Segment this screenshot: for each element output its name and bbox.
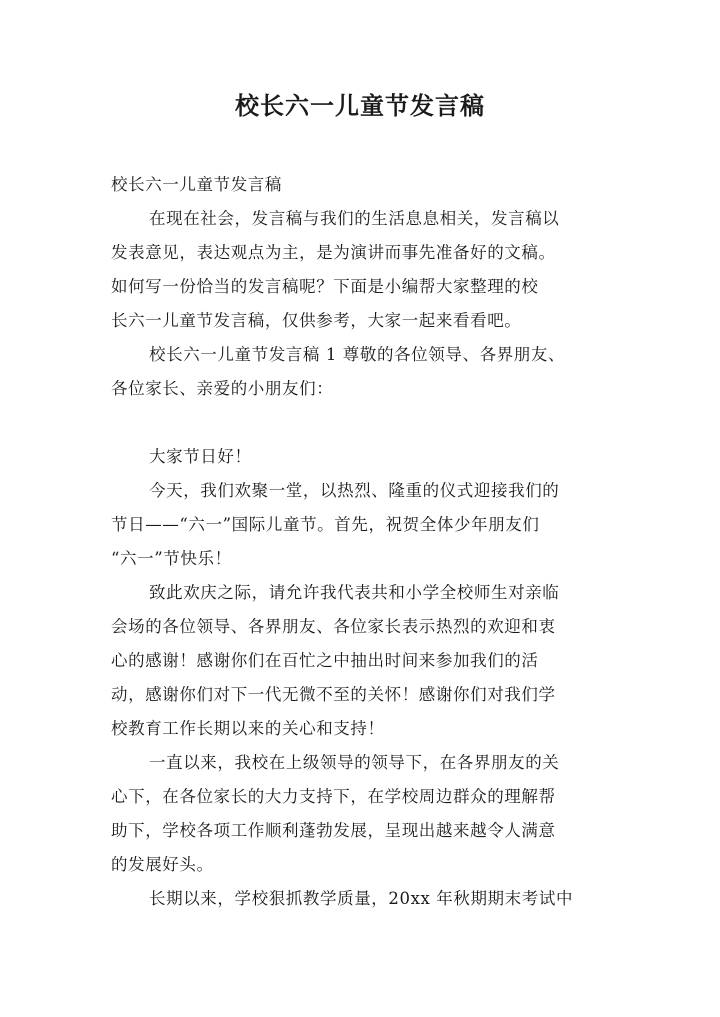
paragraph-gap [111, 406, 611, 440]
subtitle-line: 校长六一儿童节发言稿 [111, 175, 282, 194]
paragraph-line: 大家节日好！ [149, 447, 252, 466]
paragraph-line: 致此欢庆之际，请允许我代表共和小学全校师生对亲临 [149, 583, 560, 602]
paragraph-line: 心下，在各位家长的大力支持下，在学校周边群众的理解帮 [111, 787, 556, 806]
document-title: 校长六一儿童节发言稿 [235, 91, 485, 120]
paragraph-line: 助下，学校各项工作顺利蓬勃发展，呈现出越来越令人满意 [111, 821, 556, 840]
paragraph-line: 发表意见，表达观点为主，是为演讲而事先准备好的文稿。 [111, 243, 556, 262]
paragraph-line: 会场的各位领导、各界朋友、各位家长表示热烈的欢迎和衷 [111, 617, 556, 636]
document-body [111, 168, 611, 916]
paragraph-line: 节日——“六一”国际儿童节。首先，祝贺全体少年朋友们 [111, 515, 540, 534]
paragraph-line: 长期以来，学校狠抓教学质量，20xx 年秋期期末考试中 [149, 889, 574, 908]
paragraph-line: 动，感谢你们对下一代无微不至的关怀！感谢你们对我们学 [111, 685, 556, 704]
paragraph-line: 校教育工作长期以来的关心和支持！ [111, 719, 385, 738]
paragraph-line: 心的感谢！感谢你们在百忙之中抽出时间来参加我们的活 [111, 651, 539, 670]
paragraph-line: “六一”节快乐！ [111, 549, 232, 568]
paragraph-line: 各位家长、亲爱的小朋友们： [111, 379, 334, 398]
paragraph-line: 校长六一儿童节发言稿 1 尊敬的各位领导、各界朋友、 [149, 345, 566, 364]
paragraph-line: 今天，我们欢聚一堂，以热烈、隆重的仪式迎接我们的 [149, 481, 560, 500]
paragraph-line: 在现在社会，发言稿与我们的生活息息相关，发言稿以 [149, 209, 560, 228]
paragraph-line: 的发展好头。 [111, 855, 214, 874]
paragraph-line: 一直以来，我校在上级领导的领导下，在各界朋友的关 [149, 753, 560, 772]
paragraph-line: 如何写一份恰当的发言稿呢？下面是小编帮大家整理的校 [111, 277, 539, 296]
paragraph-line: 长六一儿童节发言稿，仅供参考，大家一起来看看吧。 [111, 311, 522, 330]
